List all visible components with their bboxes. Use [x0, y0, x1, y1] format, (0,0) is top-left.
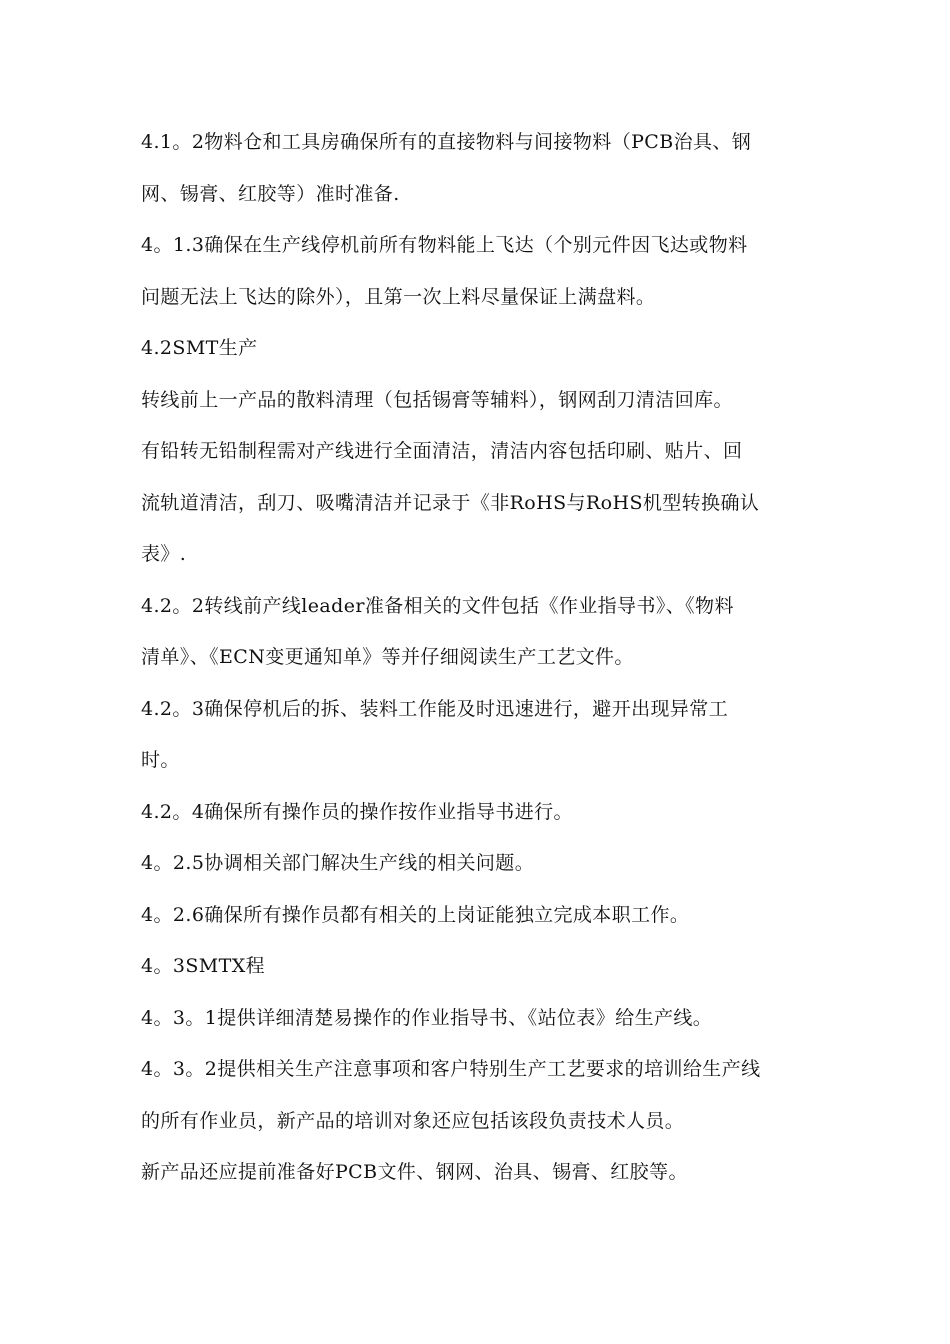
text-line: 流轨道清洁，刮刀、吸嘴清洁并记录于《非RoHS与RoHS机型转换确认 — [141, 491, 760, 514]
text-line: 4.2。2转线前产线leader准备相关的文件包括《作业指导书》、《物料 — [141, 594, 734, 617]
text-line: 4。2.6确保所有操作员都有相关的上岗证能独立完成本职工作。 — [141, 903, 690, 926]
text-line: 4。3。1提供详细清楚易操作的作业指导书、《站位表》给生产线。 — [141, 1006, 713, 1029]
document-body — [141, 122, 831, 1204]
text-line: 4.2。3确保停机后的拆、装料工作能及时迅速进行，避开出现异常工 — [141, 697, 729, 720]
text-line: 清单》、《ECN变更通知单》等并仔细阅读生产工艺文件。 — [141, 646, 634, 668]
text-line: 表》. — [141, 543, 187, 565]
section-heading: 4.2SMT生产 — [141, 337, 258, 359]
text-line: 问题无法上飞达的除外），且第一次上料尽量保证上满盘料。 — [141, 285, 656, 308]
text-line: 4.2。4确保所有操作员的操作按作业指导书进行。 — [141, 800, 573, 823]
text-line: 网、锡膏、红胶等）准时准备. — [141, 182, 400, 205]
text-line: 有铅转无铅制程需对产线进行全面清洁，清洁内容包括印刷、贴片、回 — [141, 440, 743, 462]
text-line: 时。 — [141, 749, 180, 771]
text-line: 的所有作业员，新产品的培训对象还应包括该段负责技术人员。 — [141, 1109, 685, 1132]
text-line: 4。2.5协调相关部门解决生产线的相关问题。 — [141, 852, 535, 874]
text-line: 新产品还应提前准备好PCB文件、钢网、治具、锡膏、红胶等。 — [141, 1161, 688, 1183]
text-line: 4。3。2提供相关生产注意事项和客户特别生产工艺要求的培训给生产线 — [141, 1058, 761, 1080]
text-line: 4。1.3确保在生产线停机前所有物料能上飞达（个别元件因飞达或物料 — [141, 234, 748, 256]
text-line: 4.1。2物料仓和工具房确保所有的直接物料与间接物料（PCB治具、钢 — [141, 131, 752, 153]
section-heading: 4。3SMTX程 — [141, 955, 266, 977]
text-line: 转线前上一产品的散料清理（包括锡膏等辅料），钢网刮刀清洁回库。 — [141, 388, 733, 411]
